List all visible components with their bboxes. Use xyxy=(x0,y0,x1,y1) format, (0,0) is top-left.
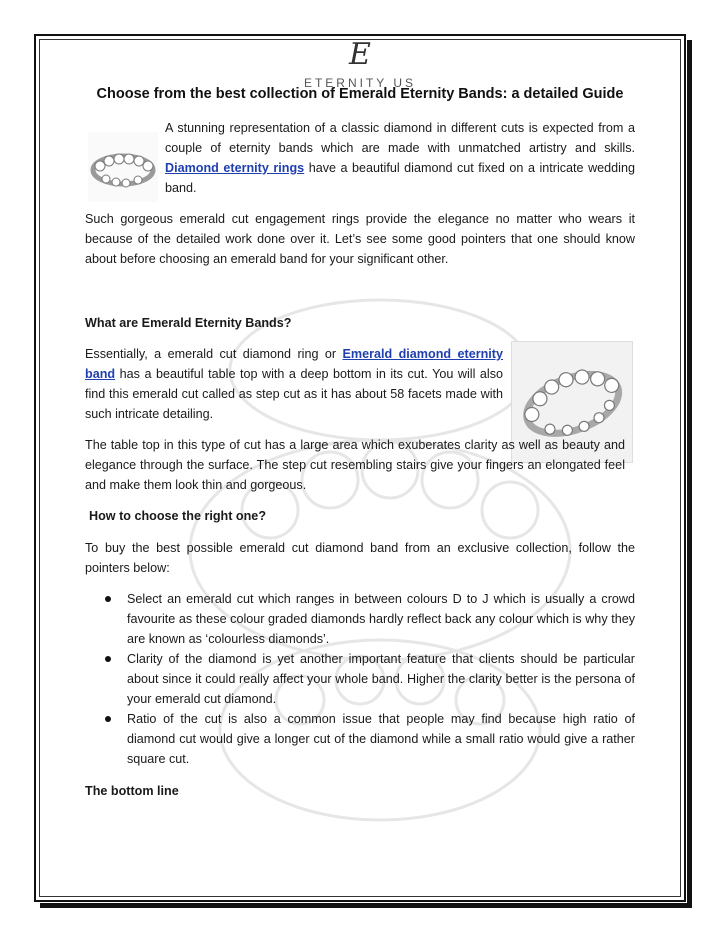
paragraph-emerald-cut xyxy=(85,344,503,424)
heading-how-to-choose: How to choose the right one? xyxy=(89,509,267,523)
emerald-diamond-eternity-band-link[interactable]: Emerald diamond eternity band xyxy=(85,347,503,381)
ring-image-small xyxy=(88,132,158,202)
list-item xyxy=(85,709,635,769)
intro-text-end: have a beautiful diamond cut fixed on a intricate wedding band. xyxy=(165,161,635,195)
intro-paragraph xyxy=(165,118,635,198)
bullet-icon xyxy=(105,716,111,722)
bullet-text: Ratio of the cut is also a common issue that people may find because high ratio of diamond cut would give a longer cut of the diamond while a small ratio would give a rather square cut. xyxy=(127,712,635,766)
list-item xyxy=(85,649,635,709)
heading-bottom-line: The bottom line xyxy=(85,784,179,798)
brand-logo[interactable] xyxy=(300,38,420,90)
logo-mark: E xyxy=(349,37,371,72)
paragraph-table-top: The table top in this type of cut has a large area which exuberates clarity as well as beauty and elegance through the surface. The step cut resembling stairs give your fingers an elongated feel and make them look thin and gorgeous. xyxy=(85,438,625,492)
page-title: Choose from the best collection of Emerald Eternity Bands: a detailed Guide xyxy=(96,86,624,102)
bullet-icon xyxy=(105,596,111,602)
intro-text: A stunning representation of a classic diamond in different cuts is expected from a couple of eternity bands which are made with unmatched artistry and skills. xyxy=(165,121,635,155)
emerald-text-start: Essentially, a emerald cut diamond ring or xyxy=(85,347,343,361)
diamond-eternity-rings-link[interactable]: Diamond eternity rings xyxy=(165,161,305,175)
pointers-list xyxy=(85,589,635,769)
list-item xyxy=(85,589,635,649)
paragraph-elegance: Such gorgeous emerald cut engagement rings provide the elegance no matter who wears it because of the detailed work done over it. Let’s see some good pointers that one should know about before choosing an emerald band for your significant other. xyxy=(85,212,635,266)
brand-name: ETERNITY US xyxy=(303,76,417,90)
bullet-icon xyxy=(105,656,111,662)
eternity-ring-icon xyxy=(88,132,158,202)
paragraph-pointers-intro: To buy the best possible emerald cut diamond band from an exclusive collection, follow the pointers below: xyxy=(85,541,635,575)
heading-what-are: What are Emerald Eternity Bands? xyxy=(85,316,292,330)
bullet-text: Clarity of the diamond is yet another important feature that clients should be particular about since it could really affect your whole band. Higher the clarity better is the persona of your emerald cut diamond. xyxy=(127,652,635,706)
bullet-text: Select an emerald cut which ranges in between colours D to J which is usually a crowd favourite as these colour graded diamonds hardly reflect back any colour which is why they are known as ‘colourless diamonds’. xyxy=(127,592,635,646)
emerald-text-end: has a beautiful table top with a deep bottom in its cut. You will also find this emerald cut called as step cut as it has about 58 facets made with such intricate detailing. xyxy=(85,367,503,421)
